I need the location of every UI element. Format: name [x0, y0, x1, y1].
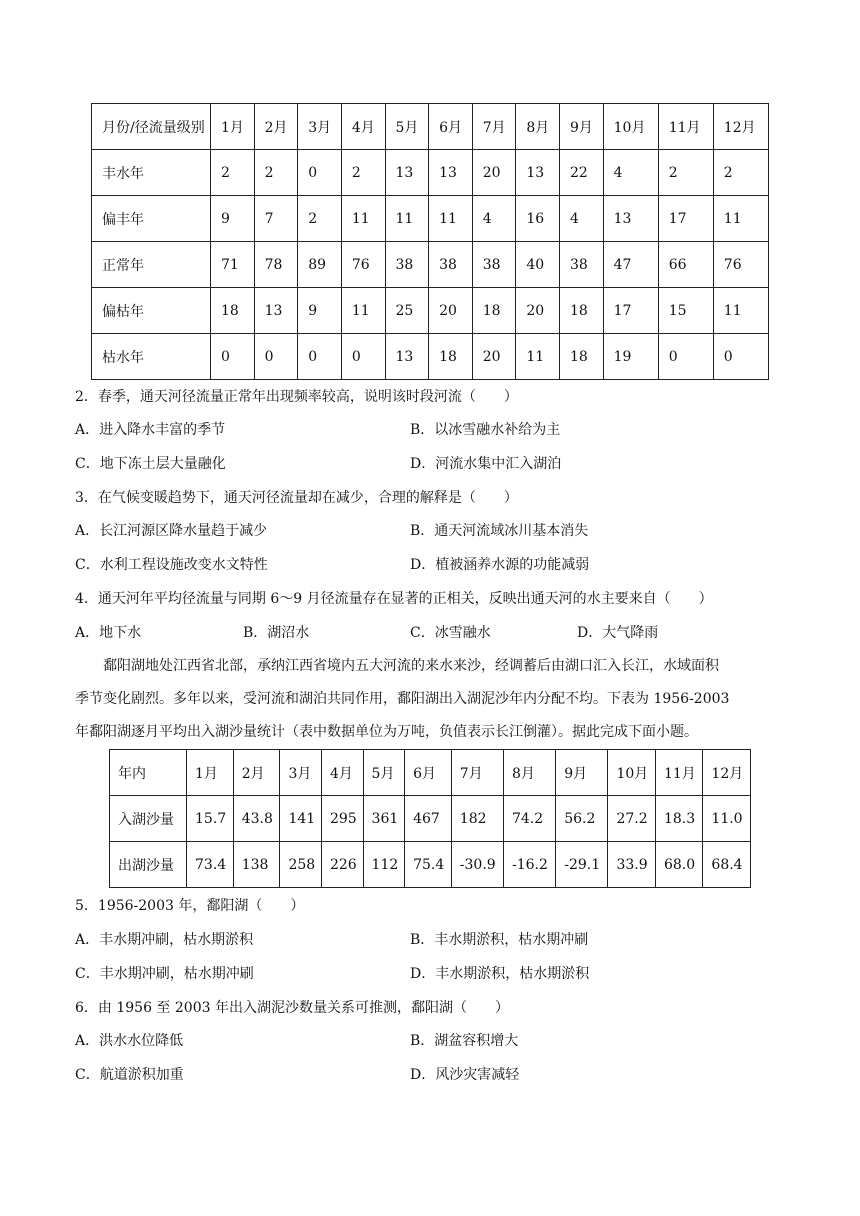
table-row — [92, 150, 769, 196]
table-header-cell: 1月 — [211, 104, 255, 150]
table-header-cell: 8月 — [516, 104, 560, 150]
table-cell: 2 — [658, 150, 713, 196]
table-cell: 0 — [341, 334, 385, 380]
table-cell: 38 — [560, 242, 604, 288]
table-cell: 89 — [298, 242, 342, 288]
table-cell: -29.1 — [556, 842, 608, 888]
question-4-option-c[interactable]: C．冰雪融水 — [410, 625, 491, 641]
table-cell: 2 — [254, 150, 298, 196]
table-cell: 33.9 — [608, 842, 655, 888]
table-cell: 66 — [658, 242, 713, 288]
table-cell: 13 — [385, 334, 429, 380]
table-cell: 75.4 — [405, 842, 452, 888]
question-3-option-a[interactable]: A．长江河源区降水量趋于减少 — [75, 523, 268, 539]
question-6-option-a[interactable]: A．洪水水位降低 — [75, 1033, 184, 1049]
row-label: 丰水年 — [92, 150, 211, 196]
question-5-option-b[interactable]: B．丰水期淤积，枯水期冲刷 — [410, 932, 589, 948]
table-cell: 13 — [429, 150, 473, 196]
row-label: 枯水年 — [92, 334, 211, 380]
table-header-cell: 5月 — [385, 104, 429, 150]
runoff-frequency-table — [91, 103, 769, 380]
question-2-option-c[interactable]: C．地下冻土层大量融化 — [75, 456, 226, 472]
table-cell: 15 — [658, 288, 713, 334]
table-header-cell: 10月 — [608, 750, 655, 796]
table-cell: 0 — [254, 334, 298, 380]
table-cell: 295 — [321, 796, 363, 842]
table-header-cell: 4月 — [341, 104, 385, 150]
table-cell: 38 — [472, 242, 516, 288]
table-cell: 0 — [298, 334, 342, 380]
table-cell: 226 — [321, 842, 363, 888]
table-cell: 18 — [560, 334, 604, 380]
table-header-cell: 3月 — [298, 104, 342, 150]
table-cell: 76 — [713, 242, 768, 288]
table-cell: 71 — [211, 242, 255, 288]
table-cell: 141 — [280, 796, 322, 842]
table-cell: 13 — [385, 150, 429, 196]
table-cell: 20 — [429, 288, 473, 334]
passage-line: 鄱阳湖地处江西省北部，承纳江西省境内五大河流的来水来沙，经调蓄后由湖口汇入长江，水域面积 — [103, 658, 719, 674]
table-cell: 20 — [516, 288, 560, 334]
table-cell: 19 — [603, 334, 658, 380]
table-cell: 15.7 — [187, 796, 234, 842]
table-cell: 11.0 — [703, 796, 751, 842]
table-cell: 13 — [516, 150, 560, 196]
table-header-cell: 年内 — [110, 750, 187, 796]
table-cell: 112 — [363, 842, 405, 888]
table-header-cell: 7月 — [472, 104, 516, 150]
table-cell: 4 — [603, 150, 658, 196]
table-cell: 11 — [713, 196, 768, 242]
table-cell: 4 — [472, 196, 516, 242]
table-cell: 74.2 — [504, 796, 556, 842]
table-cell: 9 — [298, 288, 342, 334]
table-cell: 2 — [298, 196, 342, 242]
table-header-cell: 9月 — [560, 104, 604, 150]
table-cell: 0 — [211, 334, 255, 380]
table-cell: 27.2 — [608, 796, 655, 842]
table-row — [92, 288, 769, 334]
row-label: 正常年 — [92, 242, 211, 288]
table-header-cell: 3月 — [280, 750, 322, 796]
sediment-table — [109, 749, 751, 888]
table-cell: -16.2 — [504, 842, 556, 888]
table-cell: 4 — [560, 196, 604, 242]
table-cell: 11 — [385, 196, 429, 242]
table-header-row — [110, 750, 751, 796]
row-label: 入湖沙量 — [110, 796, 187, 842]
question-2-stem: 2．春季，通天河径流量正常年出现频率较高，说明该时段河流（ ） — [75, 389, 518, 405]
table-header-cell: 11月 — [655, 750, 702, 796]
table-header-cell: 2月 — [233, 750, 280, 796]
reading-passage — [75, 650, 775, 749]
row-label: 偏枯年 — [92, 288, 211, 334]
table-cell: 68.0 — [655, 842, 702, 888]
table-cell: 17 — [603, 288, 658, 334]
table-header-cell: 6月 — [429, 104, 473, 150]
table-cell: 11 — [516, 334, 560, 380]
question-5-option-a[interactable]: A．丰水期冲刷，枯水期淤积 — [75, 932, 254, 948]
question-5-option-c[interactable]: C．丰水期冲刷，枯水期冲刷 — [75, 966, 254, 982]
table-cell: 11 — [429, 196, 473, 242]
table-cell: 25 — [385, 288, 429, 334]
table-cell: 43.8 — [233, 796, 280, 842]
question-3-option-c[interactable]: C．水利工程设施改变水文特性 — [75, 557, 268, 573]
table-row — [92, 334, 769, 380]
question-6-option-c[interactable]: C．航道淤积加重 — [75, 1067, 184, 1083]
table-header-cell: 2月 — [254, 104, 298, 150]
table-header-cell: 8月 — [504, 750, 556, 796]
question-3-option-b[interactable]: B．通天河流域冰川基本消失 — [410, 523, 589, 539]
table-cell: 78 — [254, 242, 298, 288]
table-cell: 47 — [603, 242, 658, 288]
question-4-stem: 4．通天河年平均径流量与同期 6～9 月径流量存在显著的正相关，反映出通天河的水主要来自（ ） — [75, 591, 713, 607]
table-cell: 20 — [472, 334, 516, 380]
question-6-stem: 6．由 1956 至 2003 年出入湖泥沙数量关系可推测，鄱阳湖（ ） — [75, 1000, 509, 1016]
passage-line: 季节变化剧烈。多年以来，受河流和湖泊共同作用，鄱阳湖出入湖泥沙年内分配不均。下表为 1956-2003 — [75, 691, 730, 707]
table-cell: 13 — [254, 288, 298, 334]
question-6-option-b[interactable]: B．湖盆容积增大 — [410, 1033, 519, 1049]
table-header-cell: 12月 — [703, 750, 751, 796]
table-cell: 467 — [405, 796, 452, 842]
table-cell: 11 — [713, 288, 768, 334]
question-2-option-a[interactable]: A．进入降水丰富的季节 — [75, 422, 226, 438]
question-5-option-d[interactable]: D．丰水期淤积，枯水期淤积 — [410, 966, 590, 982]
table-cell: 13 — [603, 196, 658, 242]
passage-line: 年鄱阳湖逐月平均出入湖沙量统计（表中数据单位为万吨，负值表示长江倒灌）。据此完成下面小题。 — [75, 724, 698, 740]
table-cell: 17 — [658, 196, 713, 242]
table-cell: 0 — [658, 334, 713, 380]
table-row — [110, 796, 751, 842]
question-2-option-b[interactable]: B．以冰雪融水补给为主 — [410, 422, 561, 438]
table-cell: 68.4 — [703, 842, 751, 888]
table-header-row — [92, 104, 769, 150]
table-header-cell: 1月 — [187, 750, 234, 796]
table-cell: 11 — [341, 196, 385, 242]
question-5-stem: 5．1956-2003 年，鄱阳湖（ ） — [75, 898, 305, 914]
table-cell: 18 — [211, 288, 255, 334]
table-cell: 56.2 — [556, 796, 608, 842]
table-header-cell: 7月 — [451, 750, 503, 796]
table-cell: -30.9 — [451, 842, 503, 888]
table-cell: 361 — [363, 796, 405, 842]
table-cell: 0 — [713, 334, 768, 380]
question-4-option-b[interactable]: B．湖沼水 — [243, 625, 310, 641]
table-cell: 38 — [385, 242, 429, 288]
table-cell: 22 — [560, 150, 604, 196]
question-3-option-d[interactable]: D．植被涵养水源的功能减弱 — [410, 557, 590, 573]
question-2-option-d[interactable]: D．河流水集中汇入湖泊 — [410, 456, 562, 472]
table-row — [110, 842, 751, 888]
row-label: 出湖沙量 — [110, 842, 187, 888]
table-cell: 38 — [429, 242, 473, 288]
table-header-cell: 12月 — [713, 104, 768, 150]
table-cell: 76 — [341, 242, 385, 288]
table-header-cell: 月份/径流量级别 — [92, 104, 211, 150]
table-cell: 18 — [429, 334, 473, 380]
table-cell: 7 — [254, 196, 298, 242]
question-4-option-a[interactable]: A．地下水 — [75, 625, 142, 641]
table-cell: 0 — [298, 150, 342, 196]
row-label: 偏丰年 — [92, 196, 211, 242]
table-header-cell: 9月 — [556, 750, 608, 796]
table-cell: 2 — [341, 150, 385, 196]
table-row — [92, 242, 769, 288]
question-3-stem: 3．在气候变暖趋势下，通天河径流量却在减少，合理的解释是（ ） — [75, 490, 518, 506]
table-header-cell: 10月 — [603, 104, 658, 150]
table-cell: 16 — [516, 196, 560, 242]
table-header-cell: 6月 — [405, 750, 452, 796]
table-cell: 182 — [451, 796, 503, 842]
table-cell: 18 — [560, 288, 604, 334]
question-6-option-d[interactable]: D．风沙灾害减轻 — [410, 1067, 520, 1083]
table-cell: 138 — [233, 842, 280, 888]
table-cell: 18.3 — [655, 796, 702, 842]
table-header-cell: 4月 — [321, 750, 363, 796]
table-cell: 2 — [713, 150, 768, 196]
table-cell: 2 — [211, 150, 255, 196]
table-cell: 18 — [472, 288, 516, 334]
table-cell: 40 — [516, 242, 560, 288]
table-cell: 73.4 — [187, 842, 234, 888]
table-cell: 258 — [280, 842, 322, 888]
question-4-option-d[interactable]: D．大气降雨 — [577, 625, 659, 641]
table-header-cell: 11月 — [658, 104, 713, 150]
table-cell: 20 — [472, 150, 516, 196]
table-header-cell: 5月 — [363, 750, 405, 796]
table-cell: 11 — [341, 288, 385, 334]
table-cell: 9 — [211, 196, 255, 242]
table-row — [92, 196, 769, 242]
